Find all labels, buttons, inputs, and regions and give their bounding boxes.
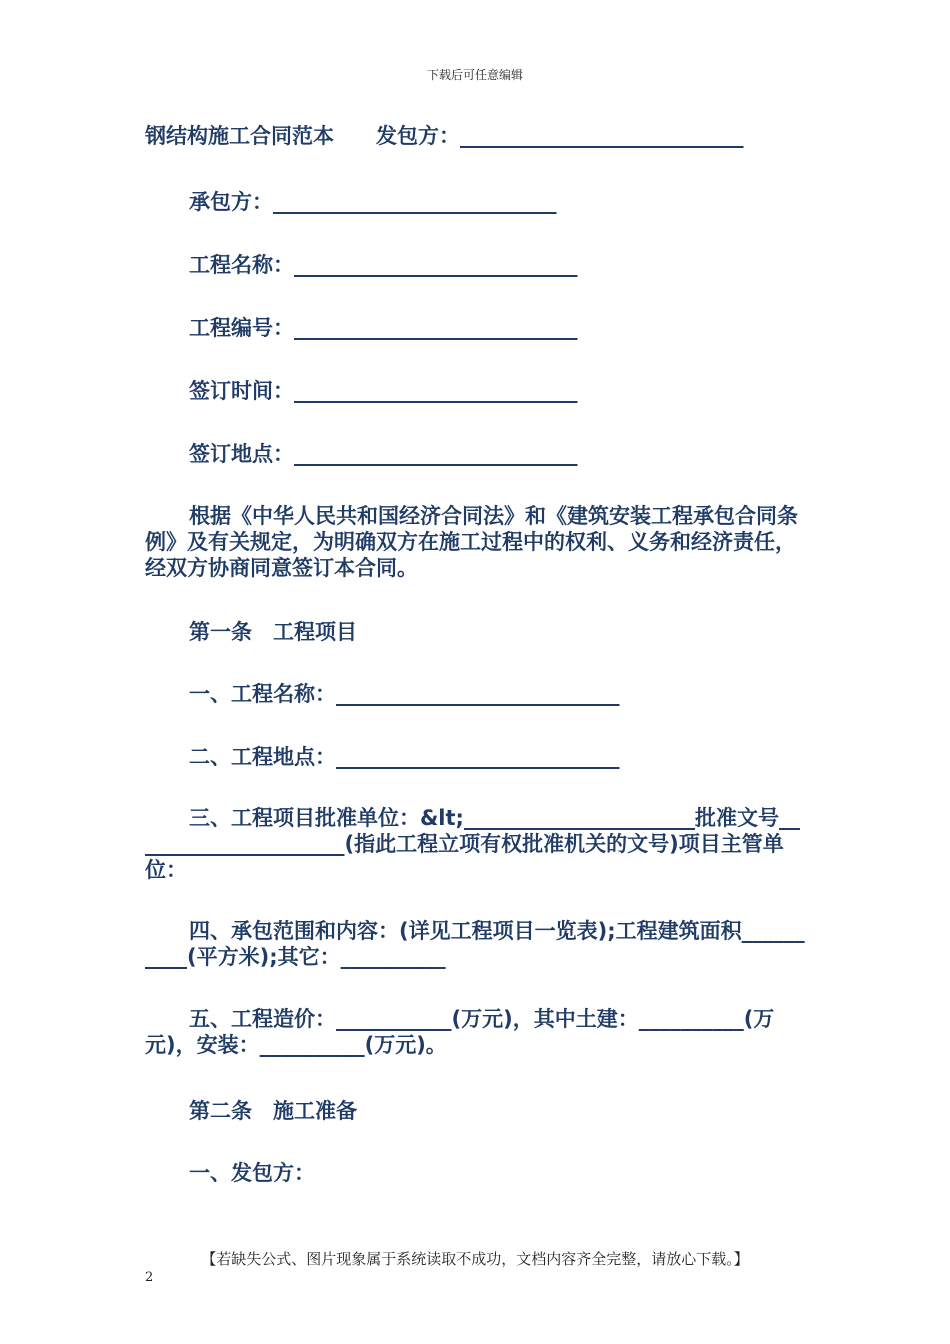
article-1-title: 第一条 工程项目	[189, 620, 357, 644]
document-title-line: 钢结构施工合同范本 发包方：___________________________	[145, 124, 744, 148]
contractor-field: 承包方：___________________________	[189, 190, 557, 214]
project-name-field: 工程名称：___________________________	[189, 253, 578, 277]
page-number: 2	[145, 1270, 154, 1285]
sign-time-field: 签订时间：___________________________	[189, 379, 578, 403]
project-number-field: 工程编号：___________________________	[189, 316, 578, 340]
footer-note: 【若缺失公式、图片现象属于系统读取不成功，文档内容齐全完整，请放心下载。】	[201, 1250, 749, 1268]
article-1-item-1: 一、工程名称：___________________________	[189, 682, 620, 706]
article-1-item-3: 三、工程项目批准单位：&lt;______________________批准文号_____________________(指此工程立项有权批准机关的文号)项目主管单位：	[145, 806, 800, 882]
article-1-item-5: 五、工程造价：___________(万元)，其中土建：__________(万元)，安装：__________(万元)。	[145, 1007, 775, 1057]
article-1-item-2: 二、工程地点：___________________________	[189, 745, 620, 769]
page-header: 下载后可任意编辑	[426, 68, 523, 82]
preamble-paragraph: 根据《中华人民共和国经济合同法》和《建筑安装工程承包合同条例》及有关规定，为明确双方在施工过程中的权利、义务和经济责任，经双方协商同意签订本合同。	[145, 504, 798, 580]
sign-place-field: 签订地点：___________________________	[189, 442, 578, 466]
article-1-item-4: 四、承包范围和内容：(详见工程项目一览表);工程建筑面积__________(平方米);其它：__________	[145, 919, 805, 969]
article-2-item-1: 一、发包方：	[189, 1161, 315, 1185]
article-2-title: 第二条 施工准备	[189, 1099, 357, 1123]
